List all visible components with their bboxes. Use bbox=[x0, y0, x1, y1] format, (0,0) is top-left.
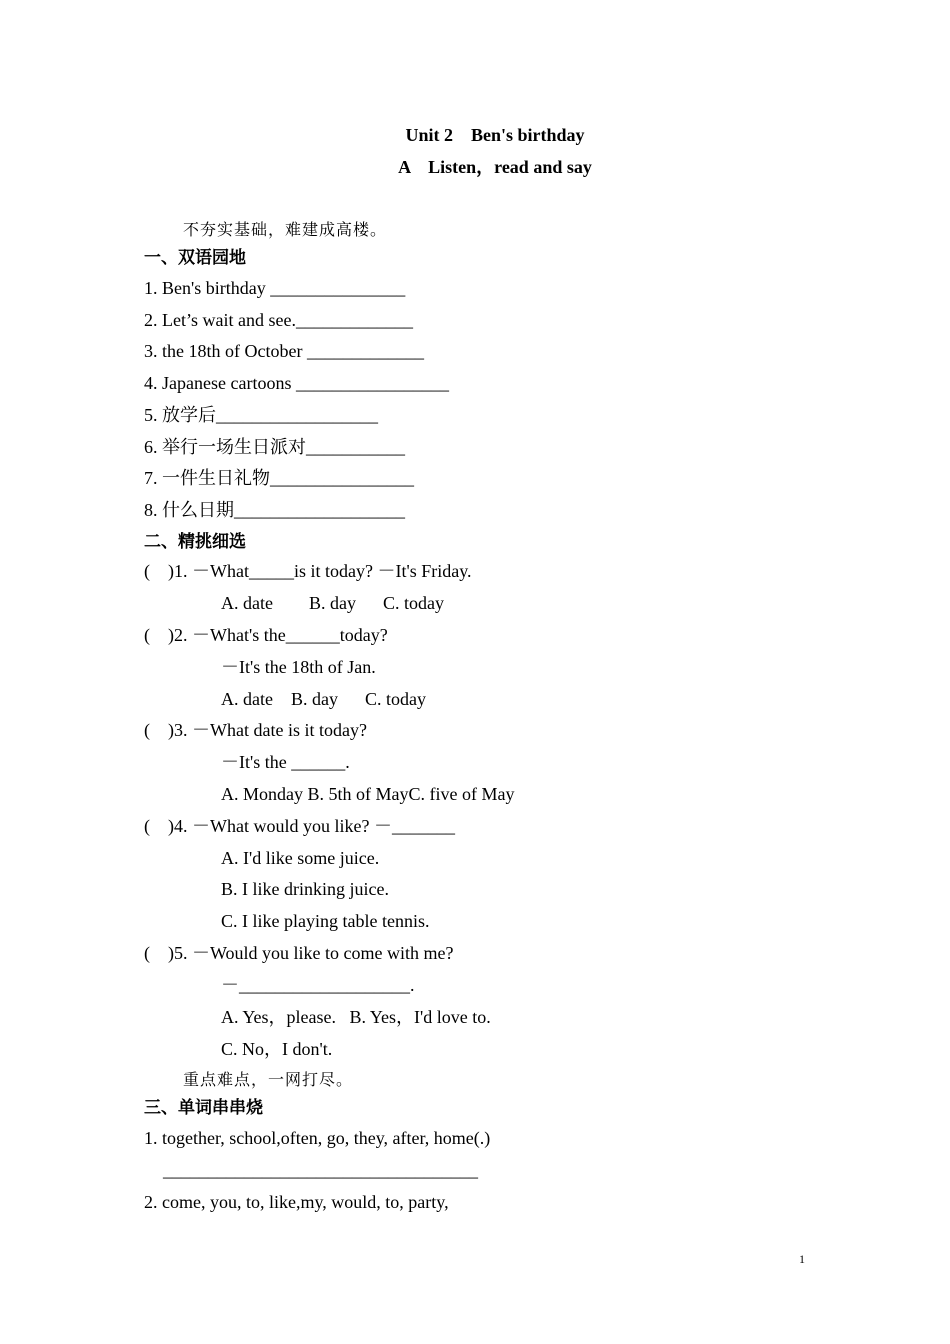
question-line: A. Monday B. 5th of MayC. five of May bbox=[221, 784, 515, 804]
question-line: A. I'd like some juice. bbox=[221, 848, 380, 868]
vocab-item: 8. 什么日期___________________ bbox=[144, 500, 405, 520]
question-line: －It's the 18th of Jan. bbox=[221, 657, 376, 677]
vocab-item: 2. Let’s wait and see._____________ bbox=[144, 310, 413, 330]
question-line: A. date B. day C. today bbox=[221, 689, 426, 709]
question-stem: ( )2. －What's the______today? bbox=[144, 625, 388, 645]
vocab-item: 5. 放学后__________________ bbox=[144, 405, 378, 425]
question-line: －It's the ______. bbox=[221, 752, 350, 772]
word-order-item: 2. come, you, to, like,my, would, to, party, bbox=[144, 1192, 449, 1212]
question-line: －___________________. bbox=[221, 975, 415, 995]
vocab-item: 6. 举行一场生日派对___________ bbox=[144, 437, 405, 457]
section-heading: 二、精挑细选 bbox=[144, 532, 246, 552]
vocab-item: 1. Ben's birthday _______________ bbox=[144, 278, 406, 298]
question-line: A. date B. day C. today bbox=[221, 593, 444, 613]
vocab-item: 3. the 18th of October _____________ bbox=[144, 341, 424, 361]
motto-line: 重点难点，一网打尽。 bbox=[183, 1070, 354, 1089]
section-heading: 一、双语园地 bbox=[144, 248, 246, 268]
vocab-item: 4. Japanese cartoons _________________ bbox=[144, 373, 449, 393]
answer-line: ___________________________________ bbox=[163, 1160, 478, 1180]
page-title: Unit 2 Ben's birthday bbox=[405, 125, 585, 145]
question-stem: ( )5. －Would you like to come with me? bbox=[144, 943, 454, 963]
question-stem: ( )1. －What_____is it today? －It's Friday. bbox=[144, 561, 472, 581]
question-line: C. No，I don't. bbox=[221, 1039, 333, 1059]
question-line: C. I like playing table tennis. bbox=[221, 911, 430, 931]
page-subtitle: A Listen，read and say bbox=[398, 157, 592, 177]
vocab-item: 7. 一件生日礼物________________ bbox=[144, 468, 414, 488]
page-number: 1 bbox=[799, 1252, 805, 1266]
question-line: A. Yes，please. B. Yes，I'd love to. bbox=[221, 1007, 491, 1027]
question-line: B. I like drinking juice. bbox=[221, 879, 389, 899]
word-order-item: 1. together, school,often, go, they, after, home(.) bbox=[144, 1128, 491, 1148]
question-stem: ( )3. －What date is it today? bbox=[144, 720, 367, 740]
question-stem: ( )4. －What would you like? －_______ bbox=[144, 816, 455, 836]
section-heading: 三、单词串串烧 bbox=[144, 1098, 263, 1118]
motto-line: 不夯实基础，难建成高楼。 bbox=[183, 220, 388, 239]
